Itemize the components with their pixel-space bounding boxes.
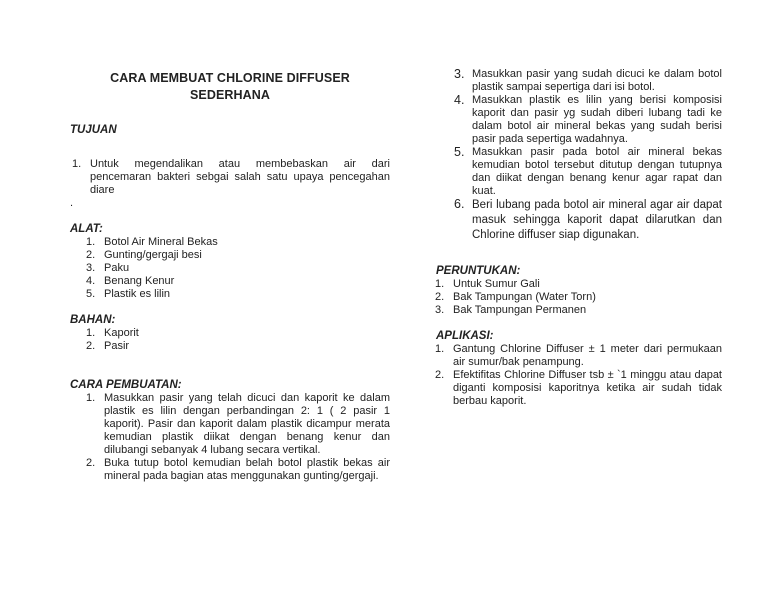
- trailing-dot: .: [70, 197, 74, 209]
- list-number: 3.: [86, 262, 96, 274]
- list-item: [435, 304, 722, 317]
- list-item: [454, 145, 722, 198]
- list-number: 4.: [454, 93, 465, 107]
- peruntukan-heading: PERUNTUKAN:: [436, 265, 521, 277]
- list-text: Gantung Chlorine Diffuser ± 1 meter dari permukaan air sumur/bak penampung.: [453, 343, 722, 368]
- list-text: Botol Air Mineral Bekas: [104, 236, 218, 248]
- list-number: 1.: [435, 343, 445, 355]
- list-item: [86, 457, 390, 483]
- list-item: [454, 197, 722, 243]
- bahan-heading: BAHAN:: [70, 314, 116, 326]
- list-item: [86, 275, 390, 288]
- list-text: Untuk Sumur Gali: [453, 278, 540, 290]
- list-text: Masukkan plastik es lilin yang berisi komposisi kaporit dan pasir yg sudah diberi lubang tadi ke dalam botol air mineral bekas yang sudah berisi pasir pada sepertiga wadahnya.: [472, 94, 722, 145]
- right-column: [436, 68, 722, 408]
- list-text: Efektifitas Chlorine Diffuser tsb ± `1 minggu atau dapat diganti komposisi kaporitnya ketika air sudah tidak berbau kaporit.: [453, 369, 722, 407]
- peruntukan-list: [435, 278, 722, 317]
- list-item: [86, 236, 390, 249]
- list-number: 2.: [86, 340, 96, 352]
- list-number: 2.: [86, 457, 96, 469]
- list-number: 5.: [454, 145, 465, 159]
- list-item: [86, 288, 390, 301]
- list-number: 2.: [435, 291, 445, 303]
- list-item: [435, 369, 722, 408]
- list-number: 4.: [86, 275, 96, 287]
- list-number: 2.: [435, 369, 445, 381]
- list-text: Untuk megendalikan atau membebaskan air dari pencemaran bakteri sebgai salah satu upaya pencegahan diare: [90, 158, 390, 196]
- list-item: [435, 343, 722, 369]
- title-line-2: SEDERHANA: [189, 88, 271, 102]
- list-item: [86, 249, 390, 262]
- list-item: [86, 340, 390, 353]
- tujuan-heading: TUJUAN: [70, 124, 117, 136]
- list-text: Benang Kenur: [104, 275, 175, 287]
- list-text: Masukkan pasir yang telah dicuci dan kaporit ke dalam plastik es lilin dengan perbandingan 2: 1 ( 2 pasir 1 kaporit). Pasir dan kaporit dalam plastik dicampur merata kemudian plastik diikat dengan benang kenur dan dilubangi sebanyak 4 lubang secara vertikal.: [104, 392, 390, 456]
- left-column: [70, 70, 390, 483]
- list-text: Paku: [104, 262, 130, 274]
- list-item: [72, 158, 390, 197]
- list-number: 1.: [86, 236, 96, 248]
- list-text: Bak Tampungan Permanen: [453, 304, 587, 316]
- tujuan-list: [72, 158, 390, 197]
- list-number: 2.: [86, 249, 96, 261]
- list-item: [86, 262, 390, 275]
- list-text: Beri lubang pada botol air mineral agar air dapat masuk sehingga kaporit dapat dilarutkan dan Chlorine diffuser siap digunakan.: [472, 199, 722, 241]
- list-text: Buka tutup botol kemudian belah botol plastik bekas air mineral pada bagian atas menggunakan gunting/gergaji.: [104, 457, 390, 482]
- list-text: Bak Tampungan (Water Torn): [453, 291, 596, 303]
- list-item: [454, 67, 722, 94]
- list-number: 3.: [454, 67, 465, 81]
- list-number: 1.: [435, 278, 445, 290]
- list-item: [435, 291, 722, 304]
- list-number: 6.: [454, 197, 465, 211]
- alat-heading: ALAT:: [70, 223, 103, 235]
- list-item: [86, 392, 390, 457]
- list-text: Masukkan pasir yang sudah dicuci ke dalam botol plastik sampai sepertiga dari isi botol.: [472, 68, 722, 93]
- list-text: Pasir: [104, 340, 130, 352]
- list-text: Plastik es lilin: [104, 288, 171, 300]
- cara-list-part-1: [86, 392, 390, 483]
- aplikasi-list: [435, 343, 722, 408]
- list-number: 3.: [435, 304, 445, 316]
- cara-list-part-2: [454, 67, 722, 243]
- list-number: 1.: [72, 158, 82, 170]
- bahan-list: [86, 327, 390, 353]
- cara-heading: CARA PEMBUATAN:: [70, 379, 182, 391]
- title-line-1: CARA MEMBUAT CHLORINE DIFFUSER: [110, 71, 350, 85]
- list-number: 1.: [86, 392, 96, 404]
- list-item: [435, 278, 722, 291]
- list-text: Kaporit: [104, 327, 139, 339]
- alat-list: [86, 236, 390, 301]
- list-text: Masukkan pasir pada botol air mineral bekas kemudian botol tersebut ditutup dengan tutupnya dan diikat dengan benang kenur agar rapat dan kuat.: [472, 146, 722, 197]
- list-number: 1.: [86, 327, 96, 339]
- list-item: [86, 327, 390, 340]
- aplikasi-heading: APLIKASI:: [436, 330, 494, 342]
- document-title: [70, 70, 390, 104]
- list-text: Gunting/gergaji besi: [104, 249, 202, 261]
- list-item: [454, 93, 722, 146]
- list-number: 5.: [86, 288, 96, 300]
